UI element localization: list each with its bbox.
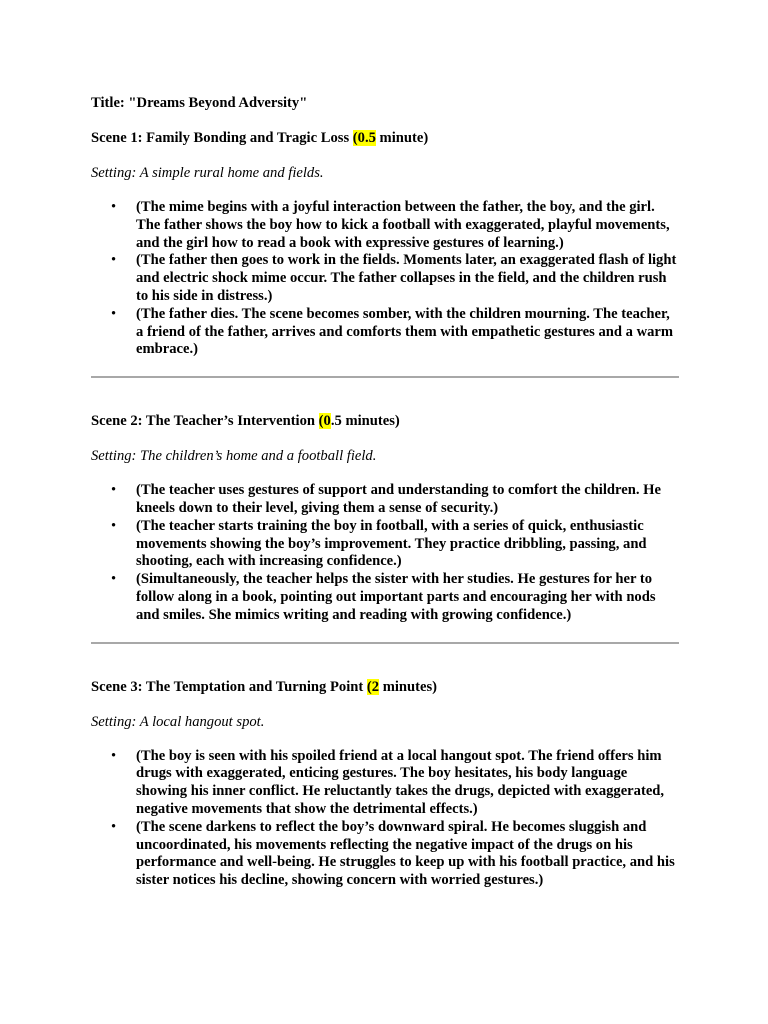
scene-2-bullet-list (91, 482, 679, 624)
scene-3-heading-suffix: minutes) (379, 678, 438, 695)
list-item (91, 252, 679, 305)
document-title: Title: "Dreams Beyond Adversity" (91, 95, 308, 111)
list-item-text: (The father then goes to work in the fields. Moments later, an exaggerated flash of light and electric shock mime occur. The father collapses in the field, and the children rush to his side in distress.) (136, 252, 677, 304)
scene-2-heading (91, 412, 679, 430)
list-item-text: (The boy is seen with his spoiled friend at a local hangout spot. The friend offers him drugs with exaggerated, enticing gestures. The boy hesitates, his body language showing his inner conflict. He reluctantly takes the drugs, depicted with exaggerated, negative movements that show the detrimental effects.) (136, 747, 665, 817)
section-divider (91, 376, 679, 378)
bullet-icon: • (111, 305, 117, 322)
scene-2-setting: Setting: The children’s home and a football field. (91, 448, 377, 465)
list-item (91, 819, 679, 890)
list-item-text: (The scene darkens to reflect the boy’s downward spiral. He becomes sluggish and uncoordinated, his movements reflecting the negative impact of the drugs on his performance and well-being. He struggles to keep up with his football practice, and his sister notices his decline, showing concern with worried gestures.) (136, 818, 675, 889)
bullet-icon: • (111, 252, 117, 269)
scene-2-heading-text: Scene 2: The Teacher’s Intervention (91, 413, 319, 430)
scene-3-heading (91, 678, 679, 696)
list-item-text: (The teacher uses gestures of support and understanding to comfort the children. He kneels down to their level, giving them a sense of security.) (136, 482, 661, 516)
scene-1-setting: Setting: A simple rural home and fields. (91, 165, 324, 181)
list-item-text: (The mime begins with a joyful interaction between the father, the boy, and the girl. The father shows the boy how to kick a football with exaggerated, playful movements, and the girl how to read a book with expressive gestures of learning.) (136, 199, 670, 251)
scene-1-heading-text: Scene 1: Family Bonding and Tragic Loss (91, 130, 353, 146)
scene-1-duration-highlight: (0.5 (352, 130, 376, 146)
document-page (91, 94, 679, 890)
list-item-text: (The father dies. The scene becomes somber, with the children mourning. The teacher, a friend of the father, arrives and comforts them with empathetic gestures and a warm embrace.) (136, 305, 674, 358)
scene-3-duration-highlight: (2 (366, 678, 380, 695)
scene-2-heading-suffix: .5 minutes) (330, 413, 400, 430)
list-item (91, 306, 679, 359)
list-item (91, 199, 679, 252)
bullet-icon: • (111, 199, 117, 215)
scene-1-bullet-list (91, 199, 679, 359)
section-divider (91, 642, 679, 644)
scene-1-heading (91, 129, 679, 147)
bullet-icon: • (111, 818, 117, 835)
list-item (91, 482, 679, 518)
scene-1-heading-suffix: minute) (375, 130, 429, 146)
list-item (91, 748, 679, 819)
list-item-text: (Simultaneously, the teacher helps the sister with her studies. He gestures for her to follow along in a book, pointing out important parts and encouraging her with nods and smiles. She mimics writing and reading with growing confidence.) (136, 571, 656, 623)
bullet-icon: • (111, 482, 117, 499)
list-item (91, 571, 679, 624)
scene-3-setting: Setting: A local hangout spot. (91, 713, 265, 730)
scene-3-bullet-list (91, 748, 679, 890)
bullet-icon: • (111, 747, 117, 764)
list-item (91, 518, 679, 571)
bullet-icon: • (111, 571, 117, 588)
bullet-icon: • (111, 517, 117, 534)
scene-2-duration-highlight: (0 (318, 413, 331, 430)
scene-3-heading-text: Scene 3: The Temptation and Turning Point (91, 678, 367, 695)
list-item-text: (The teacher starts training the boy in football, with a series of quick, enthusiastic movements showing the boy’s improvement. They practice dribbling, passing, and shooting, each with increasing confidence.) (136, 517, 647, 570)
